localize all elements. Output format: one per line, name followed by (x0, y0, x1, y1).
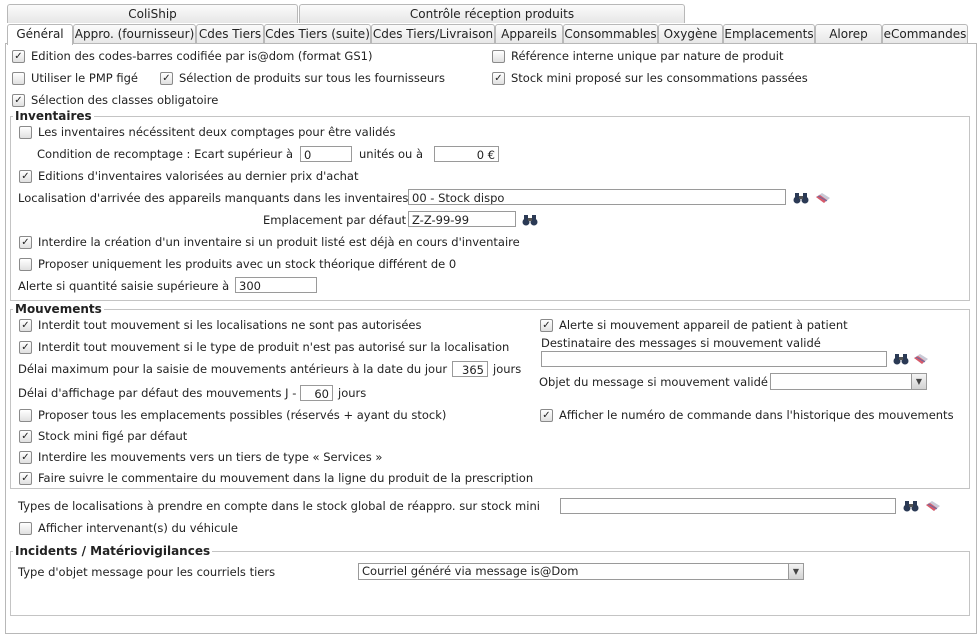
objet-label: Objet du message si mouvement validé (539, 375, 768, 389)
emplacement-input[interactable]: Z-Z-99-99 (408, 211, 516, 227)
eraser-icon[interactable] (925, 500, 941, 512)
classes-label: Sélection des classes obligatoire (31, 93, 219, 107)
eraser-icon[interactable] (913, 353, 929, 365)
tab-controle-reception[interactable]: Contrôle réception produits (299, 4, 685, 23)
localisation-input[interactable]: 00 - Stock dispo (408, 189, 786, 205)
type-objet-select[interactable] (358, 563, 804, 580)
proposer-emplacements-label: Proposer tous les emplacements possibles (réservés + ayant du stock) (38, 408, 447, 422)
recomptage-label: Condition de recomptage : Ecart supérieur à (37, 147, 293, 161)
num-commande-checkbox[interactable]: ✓ (540, 409, 553, 422)
chevron-down-icon[interactable]: ▼ (911, 374, 926, 389)
type-non-auto-label: Interdit tout mouvement si le type de produit n'est pas autorisé sur la localisation (38, 340, 510, 354)
unites-label: unités ou à (359, 147, 424, 161)
eraser-icon[interactable] (815, 192, 831, 204)
tab-general[interactable]: Général (7, 24, 73, 45)
selection-fournisseurs-checkbox[interactable]: ✓ (160, 72, 173, 85)
ref-interne-checkbox[interactable] (492, 50, 505, 63)
tab-emplacements[interactable]: Emplacements (723, 24, 815, 44)
delai-affichage-jours-label: jours (338, 386, 367, 400)
inventaires-group (10, 116, 970, 301)
alerte-patient-checkbox[interactable]: ✓ (540, 319, 553, 332)
tab-consommables[interactable]: Consommables (563, 24, 658, 44)
mouvements-title: Mouvements (15, 302, 102, 316)
type-objet-label: Type d'objet message pour les courriels tiers (18, 565, 276, 579)
delai-max-input[interactable]: 365 (452, 361, 488, 377)
delai-max-label: Délai maximum pour la saisie de mouvements antérieurs à la date du jour (18, 362, 448, 376)
commentaire-checkbox[interactable]: ✓ (19, 472, 32, 485)
interdire-inventaire-label: Interdire la création d'un inventaire si un produit listé est déjà en cours d'inventaire (38, 235, 520, 249)
stock-mini-fige-checkbox[interactable]: ✓ (19, 430, 32, 443)
intervenant-label: Afficher intervenant(s) du véhicule (38, 521, 238, 535)
proposer-emplacements-checkbox[interactable] (19, 409, 32, 422)
delai-affichage-label: Délai d'affichage par défaut des mouvements J - (18, 386, 297, 400)
binoculars-icon[interactable] (893, 353, 909, 365)
proposer-stock-label: Proposer uniquement les produits avec un stock théorique différent de 0 (38, 257, 457, 271)
deux-comptages-label: Les inventaires nécéssitent deux comptages pour être validés (38, 125, 396, 139)
type-objet-select-value: Courriel généré via message is@Dom (362, 564, 579, 578)
alerte-quantite-input[interactable]: 300 (235, 277, 317, 293)
tab-oxygene[interactable]: Oxygène (658, 24, 723, 44)
tab-cdes-tiers-suite[interactable]: Cdes Tiers (suite) (264, 24, 371, 44)
inventaires-title: Inventaires (15, 109, 92, 123)
binoculars-icon[interactable] (793, 192, 809, 204)
tab-ecommandes[interactable]: eCommandes (882, 24, 968, 44)
stock-mini-conso-checkbox[interactable]: ✓ (492, 72, 505, 85)
incidents-title: Incidents / Matériovigilances (15, 544, 211, 558)
selection-fournisseurs-label: Sélection de produits sur tous les fournisseurs (179, 71, 445, 85)
recomptage-input[interactable]: 0 (300, 146, 352, 162)
num-commande-label: Afficher le numéro de commande dans l'historique des mouvements (559, 408, 954, 422)
pmp-label: Utiliser le PMP figé (31, 71, 138, 85)
binoculars-icon[interactable] (522, 214, 538, 226)
interdire-inventaire-checkbox[interactable]: ✓ (19, 236, 32, 249)
pmp-checkbox[interactable] (12, 72, 25, 85)
alerte-patient-label: Alerte si mouvement appareil de patient à patient (559, 318, 848, 332)
alerte-quantite-label: Alerte si quantité saisie supérieure à (18, 279, 230, 293)
valorisees-label: Editions d'inventaires valorisées au dernier prix d'achat (38, 169, 359, 183)
localisation-label: Localisation d'arrivée des appareils manquants dans les inventaires (18, 191, 409, 205)
stock-mini-fige-label: Stock mini figé par défaut (38, 429, 188, 443)
types-loc-label: Types de localisations à prendre en compte dans le stock global de réappro. sur stock mini (18, 499, 540, 513)
tab-cdes-tiers[interactable]: Cdes Tiers (196, 24, 264, 44)
interdire-services-label: Interdire les mouvements vers un tiers de type « Services » (38, 450, 383, 464)
tab-alorep[interactable]: Alorep (815, 24, 882, 44)
valorisees-checkbox[interactable]: ✓ (19, 170, 32, 183)
tab-appro-fournisseur[interactable]: Appro. (fournisseur) (73, 24, 196, 44)
classes-checkbox[interactable]: ✓ (12, 94, 25, 107)
intervenant-checkbox[interactable] (19, 522, 32, 535)
binoculars-icon[interactable] (903, 500, 919, 512)
interdire-services-checkbox[interactable]: ✓ (19, 451, 32, 464)
loc-non-auto-checkbox[interactable]: ✓ (19, 319, 32, 332)
tab-coliship[interactable]: ColiShip (7, 4, 298, 23)
tab-appareils[interactable]: Appareils (495, 24, 563, 44)
delai-affichage-input[interactable]: 60 (300, 385, 333, 401)
gs1-checkbox[interactable]: ✓ (12, 50, 25, 63)
destinataire-input[interactable] (541, 351, 887, 367)
montant-input[interactable]: 0 € (434, 146, 499, 162)
commentaire-label: Faire suivre le commentaire du mouvement dans la ligne du produit de la prescription (38, 471, 534, 485)
emplacement-label: Emplacement par défaut (263, 213, 407, 227)
tab-cdes-tiers-livraison[interactable]: Cdes Tiers/Livraison (371, 24, 495, 44)
types-loc-input[interactable] (560, 498, 896, 514)
delai-max-jours-label: jours (493, 362, 522, 376)
proposer-stock-checkbox[interactable] (19, 258, 32, 271)
chevron-down-icon[interactable]: ▼ (788, 564, 803, 579)
destinataire-label: Destinataire des messages si mouvement validé (541, 336, 821, 350)
objet-select[interactable] (770, 373, 927, 390)
type-non-auto-checkbox[interactable]: ✓ (19, 341, 32, 354)
deux-comptages-checkbox[interactable] (19, 126, 32, 139)
gs1-label: Edition des codes-barres codifiée par is@dom (format GS1) (31, 49, 373, 63)
ref-interne-label: Référence interne unique par nature de produit (511, 49, 784, 63)
incidents-group (10, 551, 970, 616)
stock-mini-conso-label: Stock mini proposé sur les consommations passées (511, 71, 808, 85)
loc-non-auto-label: Interdit tout mouvement si les localisations ne sont pas autorisées (38, 318, 422, 332)
